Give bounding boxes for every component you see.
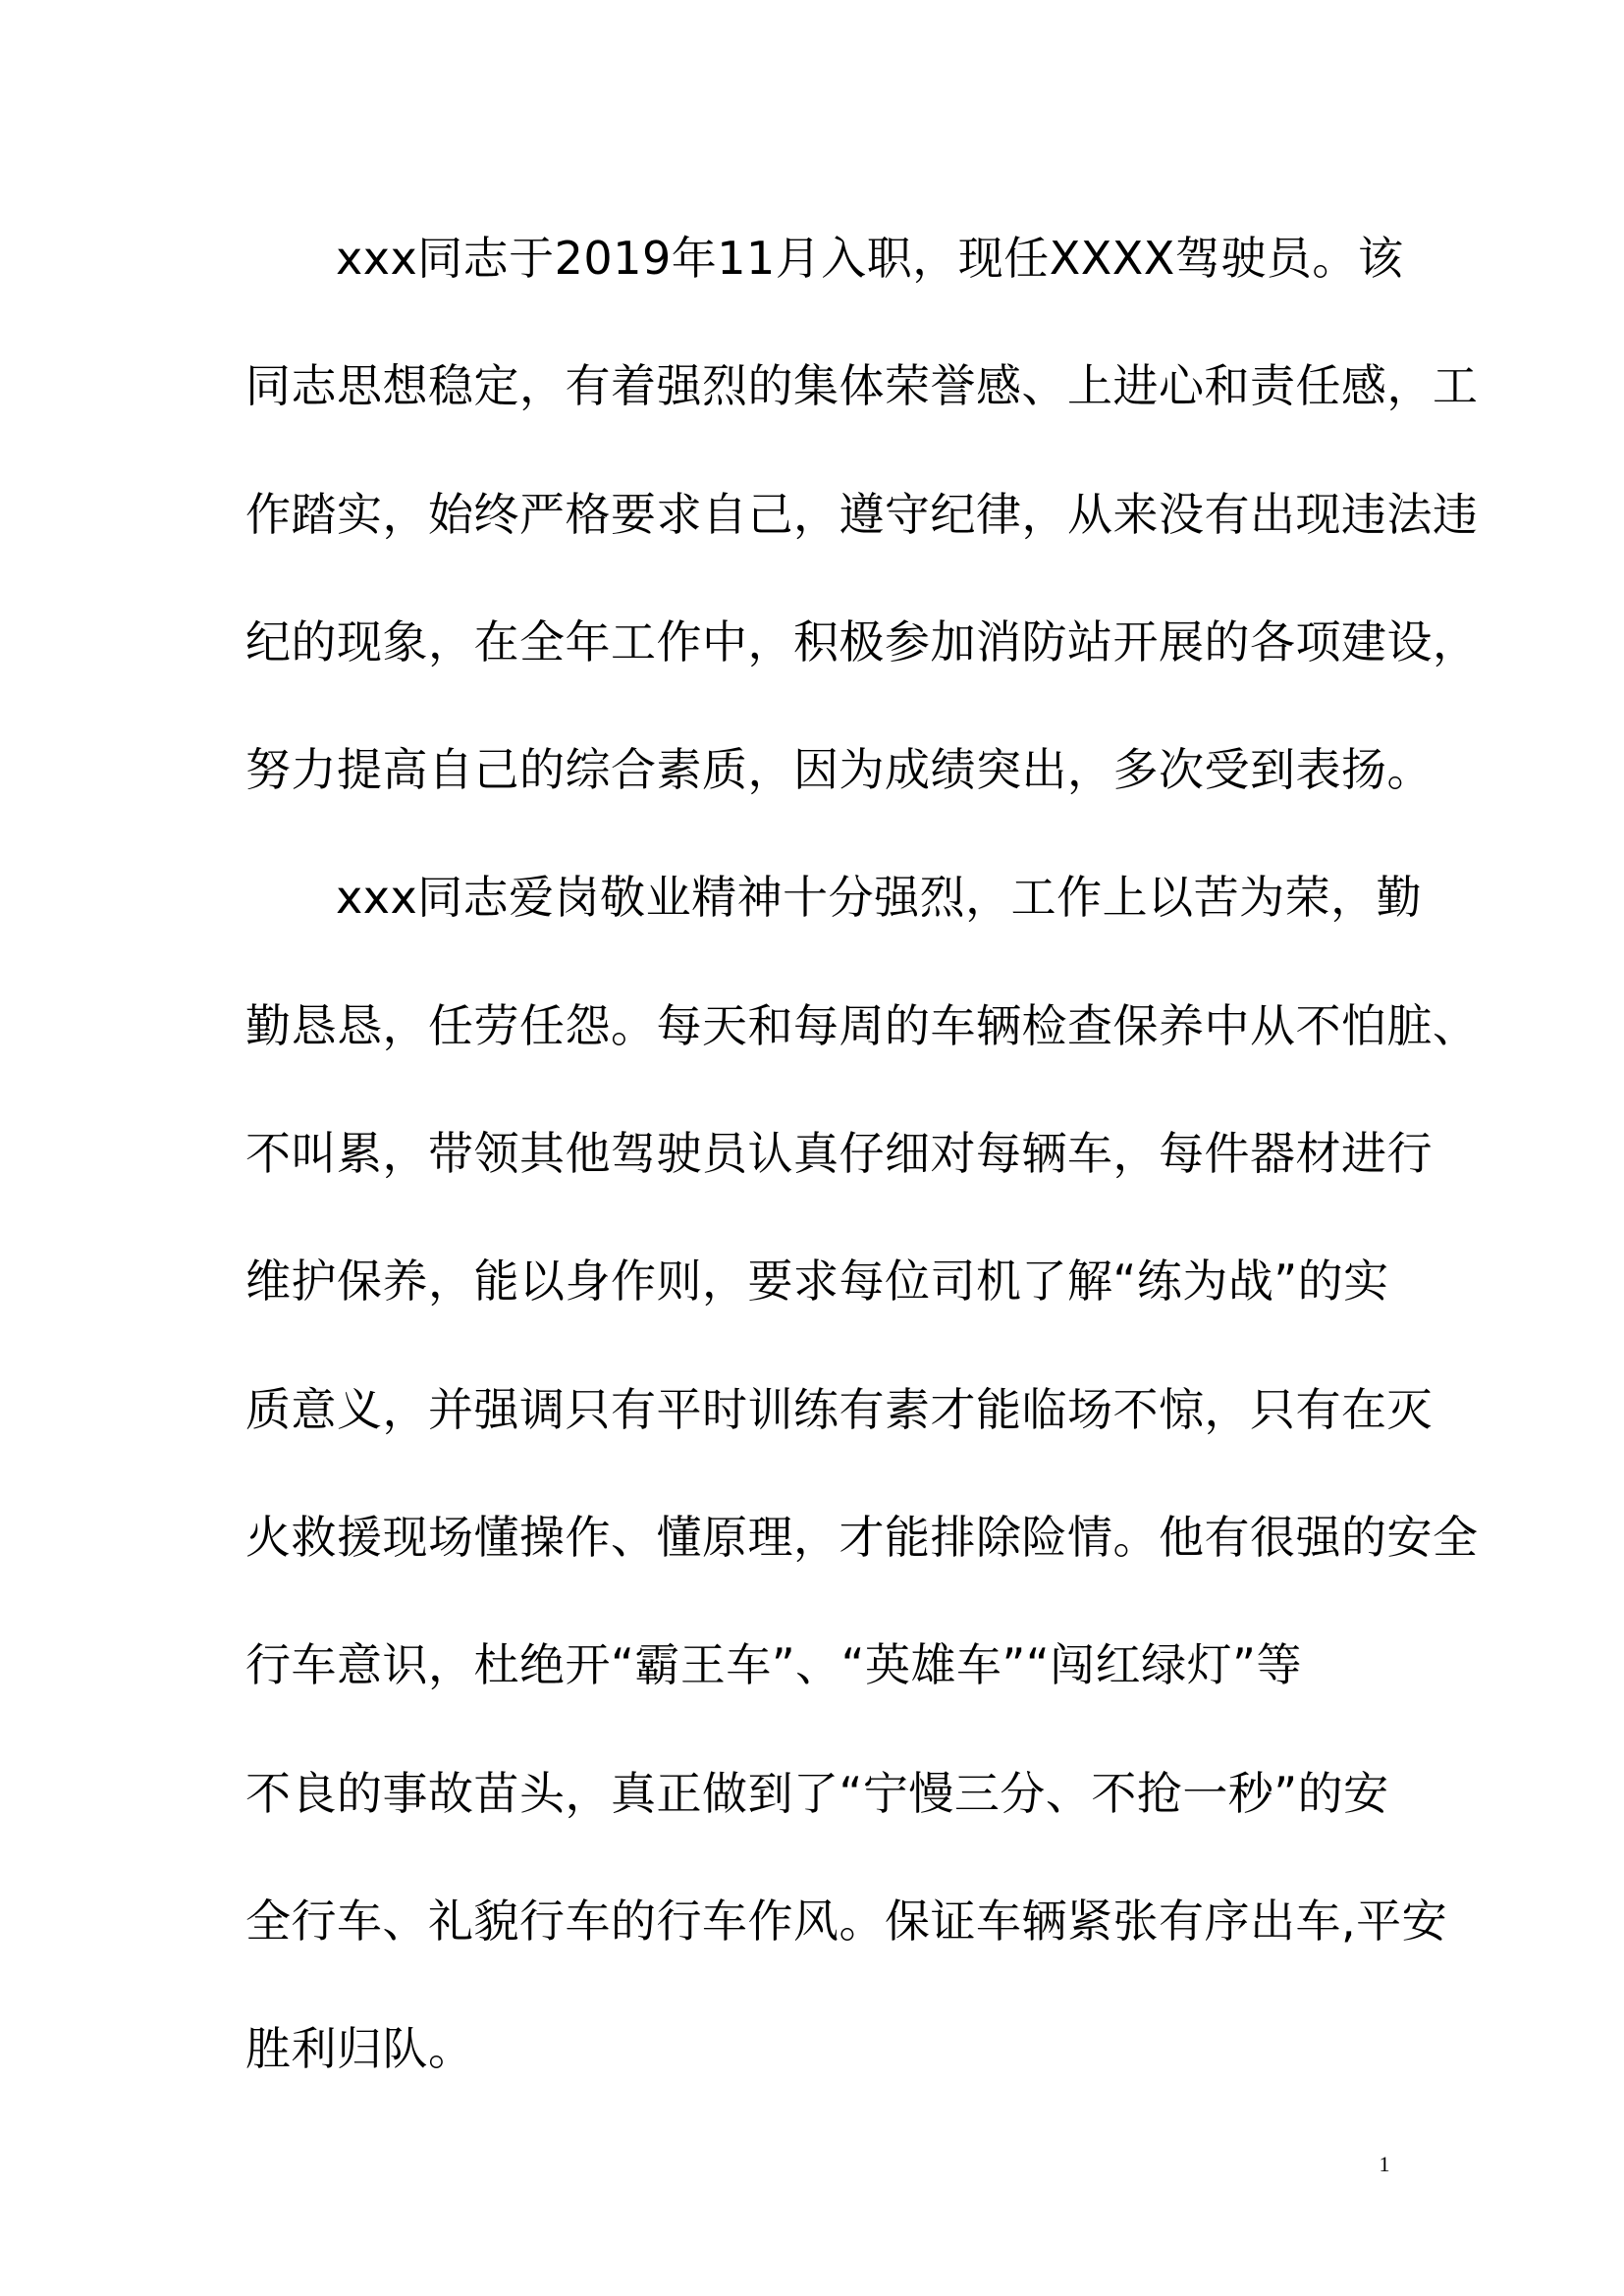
paragraph-2-line-6: 火救援现场懂操作、懂原理，才能排除险情。他有很强的安全 xyxy=(245,1510,1479,1564)
paragraph-2-line-2: 勤恳恳，任劳任怨。每天和每周的车辆检查保养中从不怕脏、 xyxy=(245,998,1479,1052)
paragraph-2-line-3: 不叫累，带领其他驾驶员认真仔细对每辆车，每件器材进行 xyxy=(245,1127,1433,1181)
page-number: 1 xyxy=(1379,2152,1390,2176)
paragraph-1-line-4: 纪的现象，在全年工作中，积极参加消防站开展的各项建设， xyxy=(245,614,1479,668)
paragraph-2-line-8: 不良的事故苗头，真正做到了“宁慢三分、不抢一秒”的安 xyxy=(245,1766,1389,1820)
paragraph-1-line-5: 努力提高自己的综合素质，因为成绩突出，多次受到表扬。 xyxy=(245,743,1433,797)
paragraph-2-line-4: 维护保养，能以身作则，要求每位司机了解“练为战”的实 xyxy=(245,1255,1389,1308)
body-text xyxy=(245,218,1479,2136)
paragraph-2-line-10: 胜利归队。 xyxy=(245,2022,474,2076)
paragraph-1-line-2: 同志思想稳定，有着强烈的集体荣誉感、上进心和责任感，工 xyxy=(245,359,1479,413)
paragraph-1-line-1: xxx同志于2019年11月入职，现任XXXX驾驶员。该 xyxy=(336,232,1404,285)
paragraph-2-line-1: xxx同志爱岗敬业精神十分强烈，工作上以苦为荣，勤 xyxy=(336,871,1423,925)
paragraph-1-line-3: 作踏实，始终严格要求自己，遵守纪律，从来没有出现违法违 xyxy=(245,487,1479,541)
paragraph-2-line-5: 质意义，并强调只有平时训练有素才能临场不惊，只有在灭 xyxy=(245,1382,1433,1436)
paragraph-2-line-9: 全行车、礼貌行车的行车作风。保证车辆紧张有序出车,平安 xyxy=(245,1894,1448,1948)
paragraph-2-line-7: 行车意识，杜绝开“霸王车”、“英雄车”“闯红绿灯”等 xyxy=(245,1638,1302,1692)
